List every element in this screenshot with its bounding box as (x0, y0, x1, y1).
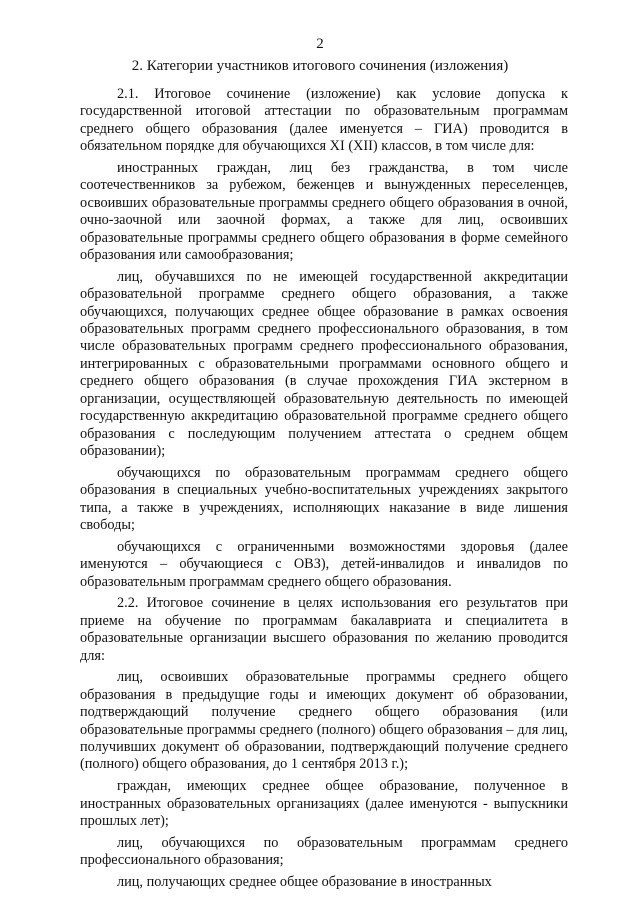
paragraph-ovz: обучающихся с ограниченными возможностями здоровья (далее именуются – обучающиеся с ОВЗ), детей-инвалидов и инвалидов по образовательным программам среднего общего образования. (80, 538, 568, 590)
document-body (80, 86, 568, 896)
page-number: 2 (316, 36, 324, 52)
paragraph-special-institutions: обучающихся по образовательным программам среднего общего образования в специальных учебно-воспитательных учреждениях закрытого типа, а также в учреждениях, исполняющих наказание в виде лишения свободы; (80, 464, 568, 533)
paragraph-2-2: 2.2. Итоговое сочинение в целях использования его результатов при приеме на обучение по программам бакалавриата и специалитета в образовательные организации высшего образования по желанию проводится для: (80, 595, 568, 664)
paragraph-foreign-citizens: иностранных граждан, лиц без гражданства, в том числе соотечественников за рубежом, беженцев и вынужденных переселенцев, освоивших образовательные программы среднего общего образования в очной, очно-заочной или заочной формах, а также для лиц, освоивших образовательные программы среднего общего образования в форме семейного образования или самообразования; (80, 160, 568, 264)
paragraph-previous-years: лиц, освоивших образовательные программы среднего общего образования в предыдущие годы и имеющих документ об образовании, подтверждающий получение среднего общего образования (или образовательные программы среднего (полного) общего образования – для лиц, получивших документ об образовании, подтверждающий получение среднего (полного) общего образования, до 1 сентября 2013 г.); (80, 669, 568, 773)
section-heading: 2. Категории участников итогового сочинения (изложения) (131, 58, 509, 74)
paragraph-professional-programs: лиц, обучающихся по образовательным программам среднего профессионального образования; (80, 834, 568, 869)
paragraph-non-accredited: лиц, обучавшихся по не имеющей государственной аккредитации образовательной программе среднего общего образования, а также обучающихся, получающих среднее общее образование в рамках освоения образовательных программ среднего профессионального образования, в том числе образовательных программ среднего профессионального образования, интегрированных с образовательными программами основного общего и среднего общего образования (в случае прохождения ГИА экстерном в организации, осуществляющей образовательную деятельность по имеющей государственную аккредитацию образовательной программе среднего общего образования с последующим получением аттестата о среднем общем образовании); (80, 268, 568, 459)
paragraph-foreign-students: лиц, получающих среднее общее образование в иностранных (117, 873, 492, 890)
paragraph-foreign-education: граждан, имеющих среднее общее образование, полученное в иностранных образовательных организациях (далее именуются - выпускники прошлых лет); (80, 778, 568, 829)
paragraph-2-1: 2.1. Итоговое сочинение (изложение) как условие допуска к государственной итоговой аттестации по образовательным программам среднего общего образования (далее именуется – ГИА) проводится в обязательном порядке для обучающихся XI (XII) классов, в том числе для: (80, 86, 568, 155)
